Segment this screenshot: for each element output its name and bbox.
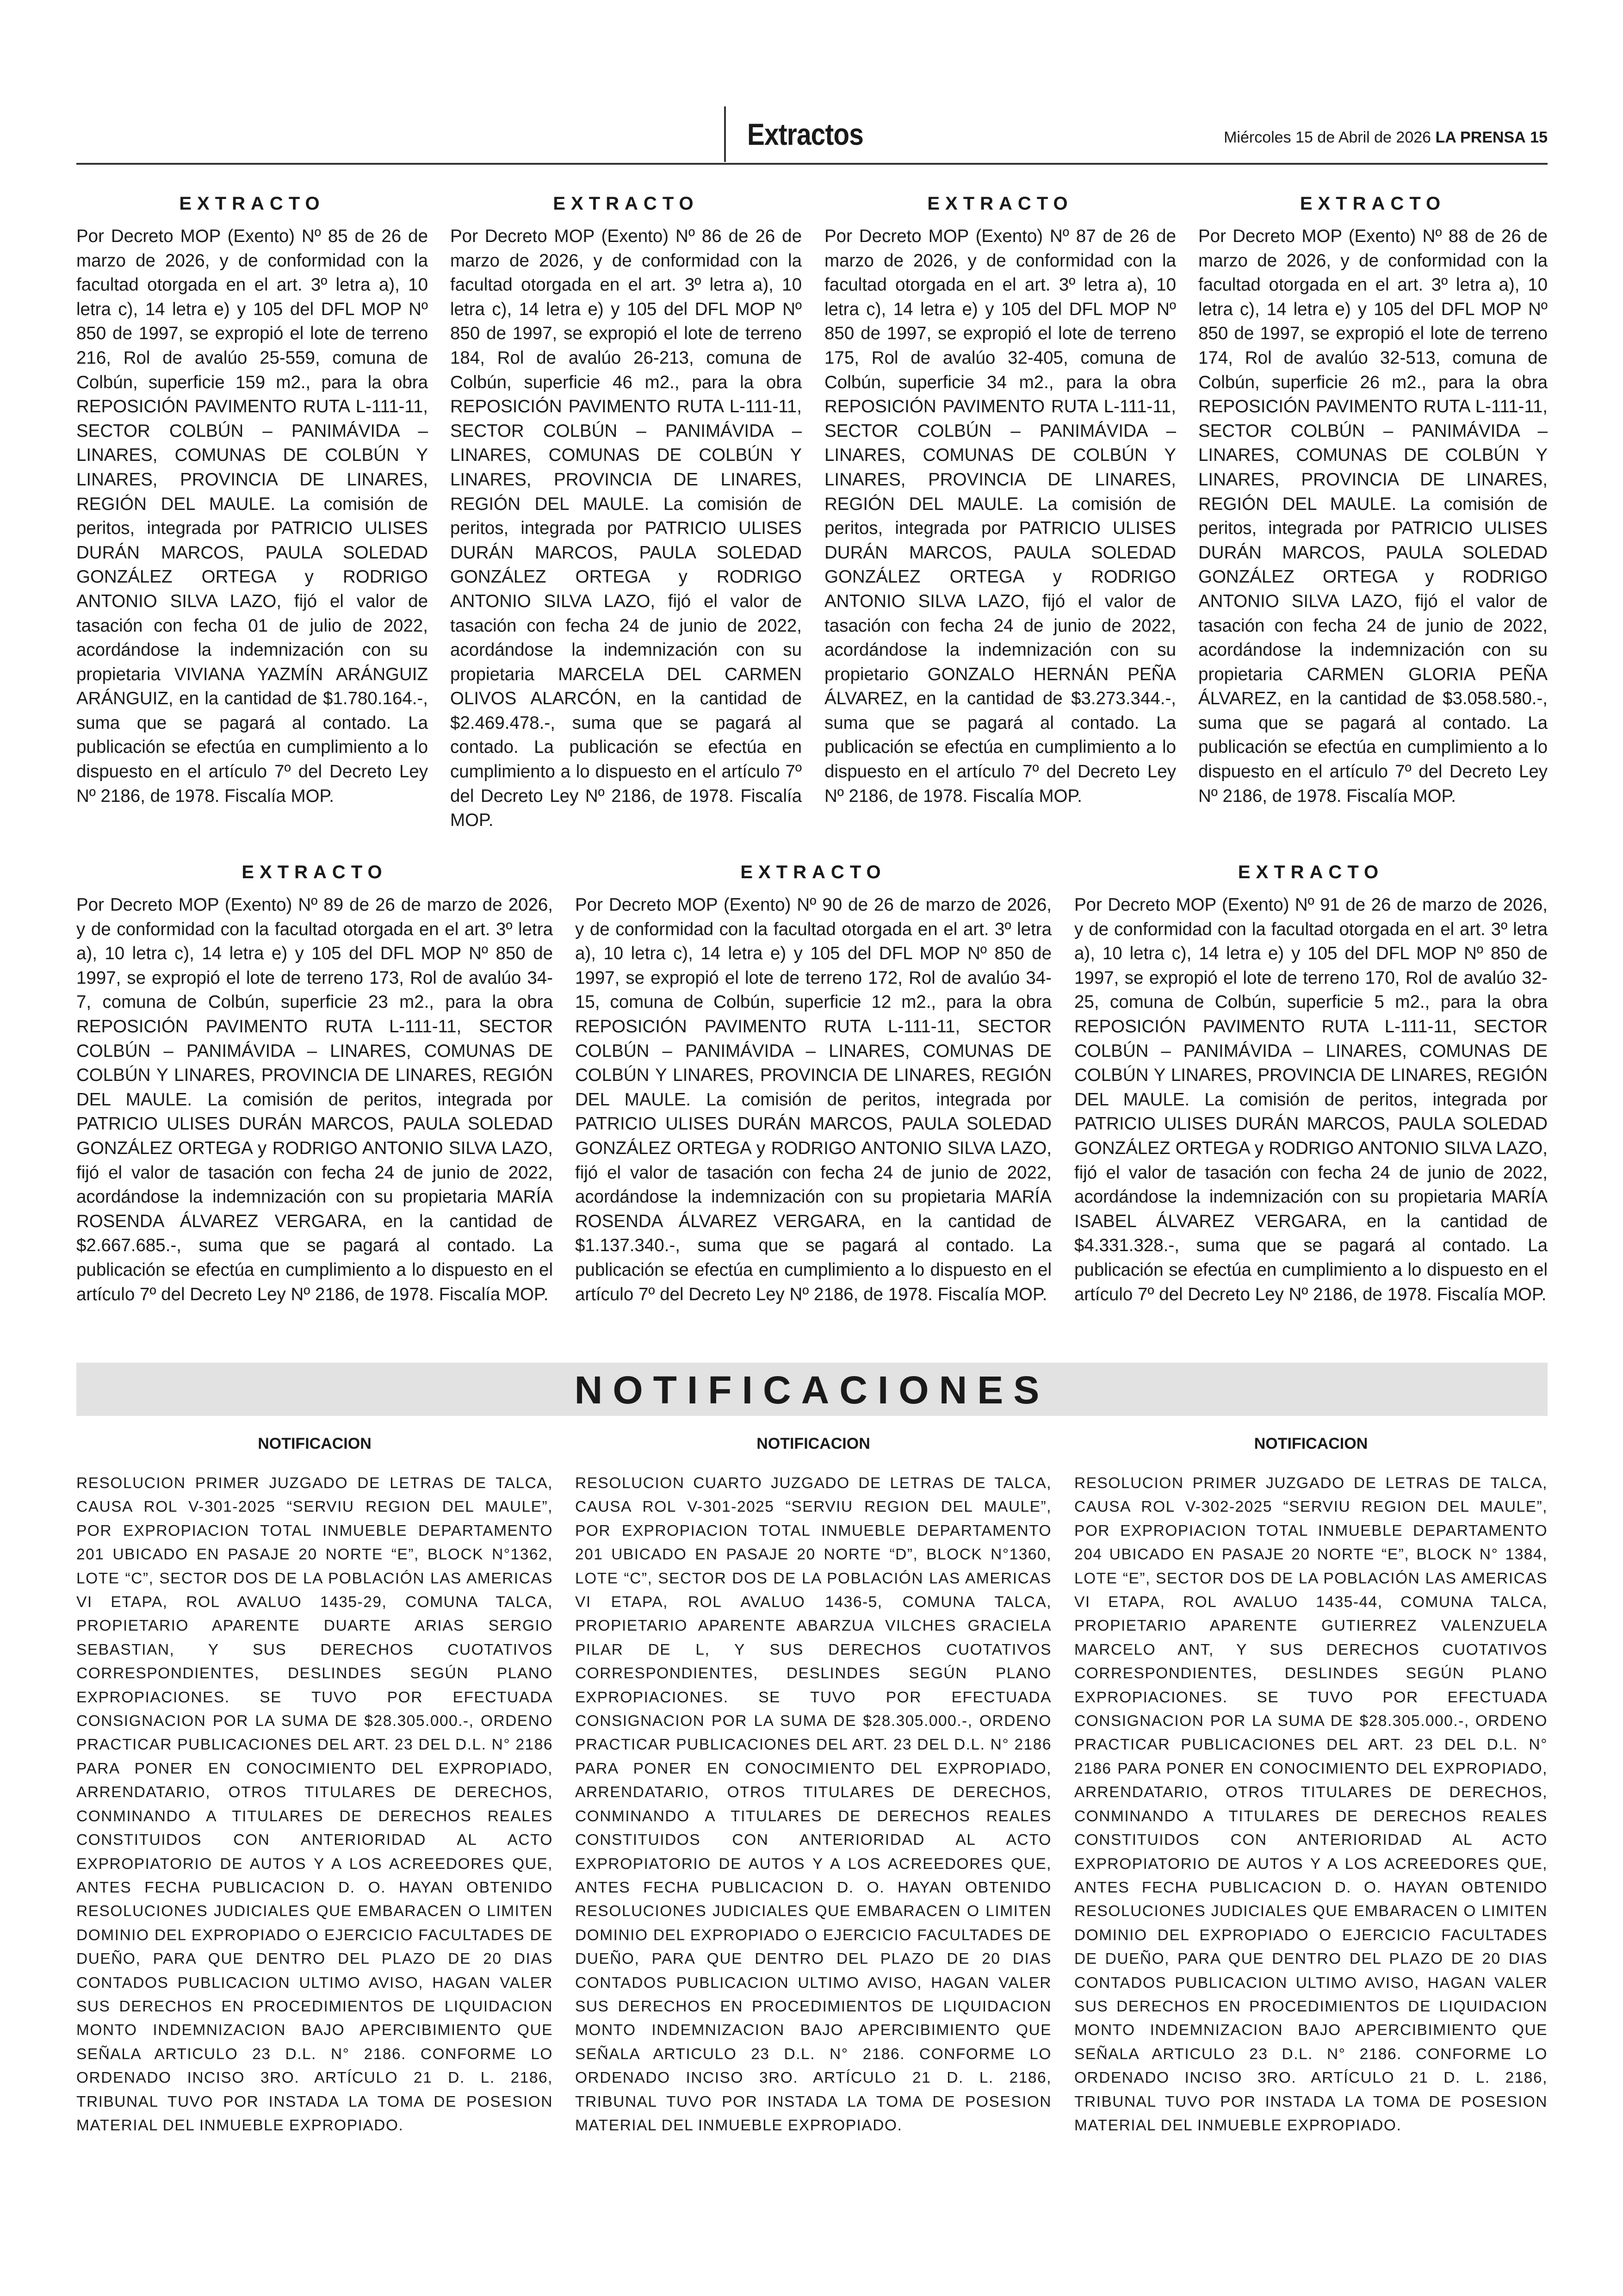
notificacion-2 <box>575 1434 1052 2137</box>
header-rule <box>76 163 1548 165</box>
extracto-body: Por Decreto MOP (Exento) Nº 88 de 26 de marzo de 2026, y de conformidad con la facultad otorgada en el art. 3º letra a), 10 letra c), 14 letra e) y 105 del DFL MOP Nº 850 de 1997, se expropió el lote de terreno 174, Rol de avalúo 32-513, comuna de Colbún, superficie 26 m2., para la obra REPOSICIÓN PAVIMENTO RUTA L-111-11, SECTOR COLBÚN – PANIMÁVIDA – LINARES, COMUNAS DE COLBÚN Y LINARES, PROVINCIA DE LINARES, REGIÓN DEL MAULE. La comisión de peritos, integrada por PATRICIO ULISES DURÁN MARCOS, PAULA SOLEDAD GONZÁLEZ ORTEGA y RODRIGO ANTONIO SILVA LAZO, fijó el valor de tasación con fecha 24 de junio de 2022, acordándose la indemnización con su propietaria CARMEN GLORIA PEÑA ÁLVAREZ, en la cantidad de $3.058.580.-, suma que se pagará al contado. La publicación se efectúa en cumplimiento a lo dispuesto en el artículo 7º del Decreto Ley Nº 2186, de 1978. Fiscalía MOP. <box>1198 226 1548 806</box>
extracto-heading: EXTRACTO <box>242 862 388 882</box>
notificacion-body: RESOLUCION CUARTO JUZGADO DE LETRAS DE TALCA, CAUSA ROL V-301-2025 “SERVIU REGION DEL MAULE”, POR EXPROPIACION TOTAL INMUEBLE DEPARTAMENTO 201 UBICADO EN PASAJE 20 NORTE “D”, BLOCK N°1360, LOTE “C”, SECTOR DOS DE LA POBLACIÓN LAS AMERICAS VI ETAPA, ROL AVALUO 1436-5, COMUNA TALCA, PROPIETARIO APARENTE ABARZUA VILCHES GRACIELA PILAR DE L, Y SUS DERECHOS CUOTATIVOS CORRESPONDIENTES, DESLINDES SEGÚN PLANO EXPROPIACIONES. SE TUVO POR EFECTUADA CONSIGNACION POR LA SUMA DE $28.305.000.-, ORDENO PRACTICAR PUBLICACIONES DEL ART. 23 DEL D.L. N° 2186 PARA PONER EN CONOCIMIENTO DEL EXPROPIADO, ARRENDATARIO, OTROS TITULARES DE DERECHOS, CONMINANDO A TITULARES DE DERECHOS REALES CONSTITUIDOS CON ANTERIORIDAD AL ACTO EXPROPIATORIO DE AUTOS Y A LOS ACREEDORES QUE, ANTES FECHA PUBLICACION D. O. HAYAN OBTENIDO RESOLUCIONES JUDICIALES QUE EMBARACEN O LIMITEN DOMINIO DEL EXPROPIADO O EJERCICIO FACULTADES DE DUEÑO, PARA QUE DENTRO DEL PLAZO DE 20 DIAS CONTADOS PUBLICACION ULTIMO AVISO, HAGAN VALER SUS DERECHOS EN PROCEDIMIENTOS DE LIQUIDACION MONTO INDEMNIZACION BAJO APERCIBIMIENTO QUE SEÑALA ARTICULO 23 D.L. N° 2186. CONFORME LO ORDENADO INCISO 3RO. ARTÍCULO 21 D. L. 2186, TRIBUNAL TUVO POR INSTADA LA TOMA DE POSESION MATERIAL DEL INMUEBLE EXPROPIADO. <box>575 1475 1052 2134</box>
extracto-heading: EXTRACTO <box>740 862 886 882</box>
extracto-88 <box>1198 192 1548 808</box>
dateline <box>1224 129 1548 147</box>
notificacion-body: RESOLUCION PRIMER JUZGADO DE LETRAS DE TALCA, CAUSA ROL V-301-2025 “SERVIU REGION DEL MAULE”, POR EXPROPIACION TOTAL INMUEBLE DEPARTAMENTO 201 UBICADO EN PASAJE 20 NORTE “E”, BLOCK N°1362, LOTE “C”, SECTOR DOS DE LA POBLACIÓN LAS AMERICAS VI ETAPA, ROL AVALUO 1435-29, COMUNA TALCA, PROPIETARIO APARENTE DUARTE ARIAS SERGIO SEBASTIAN, Y SUS DERECHOS CUOTATIVOS CORRESPONDIENTES, DESLINDES SEGÚN PLANO EXPROPIACIONES. SE TUVO POR EFECTUADA CONSIGNACION POR LA SUMA DE $28.305.000.-, ORDENO PRACTICAR PUBLICACIONES DEL ART. 23 DEL D.L. N° 2186 PARA PONER EN CONOCIMIENTO DEL EXPROPIADO, ARRENDATARIO, OTROS TITULARES DE DERECHOS, CONMINANDO A TITULARES DE DERECHOS REALES CONSTITUIDOS CON ANTERIORIDAD AL ACTO EXPROPIATORIO DE AUTOS Y A LOS ACREEDORES QUE, ANTES FECHA PUBLICACION D. O. HAYAN OBTENIDO RESOLUCIONES JUDICIALES QUE EMBARACEN O LIMITEN DOMINIO DEL EXPROPIADO O EJERCICIO FACULTADES DE DUEÑO, PARA QUE DENTRO DEL PLAZO DE 20 DIAS CONTADOS PUBLICACION ULTIMO AVISO, HAGAN VALER SUS DERECHOS EN PROCEDIMIENTOS DE LIQUIDACION MONTO INDEMNIZACION BAJO APERCIBIMIENTO QUE SEÑALA ARTICULO 23 D.L. N° 2186. CONFORME LO ORDENADO INCISO 3RO. ARTÍCULO 21 D. L. 2186, TRIBUNAL TUVO POR INSTADA LA TOMA DE POSESION MATERIAL DEL INMUEBLE EXPROPIADO. <box>76 1475 553 2134</box>
section-title: Extractos <box>747 117 863 151</box>
extracto-91 <box>1074 861 1548 1307</box>
extracto-87 <box>824 192 1176 808</box>
extracto-body: Por Decreto MOP (Exento) Nº 90 de 26 de marzo de 2026, y de conformidad con la facultad otorgada en el art. 3º letra a), 10 letra c), 14 letra e) y 105 del DFL MOP Nº 850 de 1997, se expropió el lote de terreno 172, Rol de avalúo 34-15, comuna de Colbún, superficie 12 m2., para la obra REPOSICIÓN PAVIMENTO RUTA L-111-11, SECTOR COLBÚN – PANIMÁVIDA – LINARES, COMUNAS DE COLBÚN Y LINARES, PROVINCIA DE LINARES, REGIÓN DEL MAULE. La comisión de peritos, integrada por PATRICIO ULISES DURÁN MARCOS, PAULA SOLEDAD GONZÁLEZ ORTEGA y RODRIGO ANTONIO SILVA LAZO, fijó el valor de tasación con fecha 24 de junio de 2022, acordándose la indemnización con su propietaria MARÍA ROSENDA ÁLVAREZ VERGARA, en la cantidad de $1.137.340.-, suma que se pagará al contado. La publicación se efectúa en cumplimiento a lo dispuesto en el artículo 7º del Decreto Ley Nº 2186, de 1978. Fiscalía MOP. <box>575 895 1052 1304</box>
extracto-body: Por Decreto MOP (Exento) Nº 91 de 26 de marzo de 2026, y de conformidad con la facultad otorgada en el art. 3º letra a), 10 letra c), 14 letra e) y 105 del DFL MOP Nº 850 de 1997, se expropió el lote de terreno 170, Rol de avalúo 32-25, comuna de Colbún, superficie 5 m2., para la obra REPOSICIÓN PAVIMENTO RUTA L-111-11, SECTOR COLBÚN – PANIMÁVIDA – LINARES, COMUNAS DE COLBÚN Y LINARES, PROVINCIA DE LINARES, REGIÓN DEL MAULE. La comisión de peritos, integrada por PATRICIO ULISES DURÁN MARCOS, PAULA SOLEDAD GONZÁLEZ ORTEGA y RODRIGO ANTONIO SILVA LAZO, fijó el valor de tasación con fecha 24 de junio de 2022, acordándose la indemnización con su propietaria MARÍA ISABEL ÁLVAREZ VERGARA, en la cantidad de $4.331.328.-, suma que se pagará al contado. La publicación se efectúa en cumplimiento a lo dispuesto en el artículo 7º del Decreto Ley Nº 2186, de 1978. Fiscalía MOP. <box>1074 895 1548 1304</box>
extracto-heading: EXTRACTO <box>1300 193 1446 214</box>
extracto-heading: EXTRACTO <box>553 193 699 214</box>
notificacion-heading: NOTIFICACION <box>756 1435 870 1452</box>
extracto-85 <box>76 192 428 808</box>
extracto-89 <box>76 861 553 1307</box>
notificaciones-title: NOTIFICACIONES <box>574 1368 1050 1412</box>
notificacion-body: RESOLUCION PRIMER JUZGADO DE LETRAS DE TALCA, CAUSA ROL V-302-2025 “SERVIU REGION DEL MAULE”, POR EXPROPIACION TOTAL INMUEBLE DEPARTAMENTO 204 UBICADO EN PASAJE 20 NORTE “E”, BLOCK N° 1384, LOTE “E”, SECTOR DOS DE LA POBLACIÓN LAS AMERICAS VI ETAPA, ROL AVALUO 1435-44, COMUNA TALCA, PROPIETARIO APARENTE GUTIERREZ VALENZUELA MARCELO ANT, Y SUS DERECHOS CUOTATIVOS CORRESPONDIENTES, DESLINDES SEGÚN PLANO EXPROPIACIONES. SE TUVO POR EFECTUADA CONSIGNACION POR LA SUMA DE $28.305.000.-, ORDENO PRACTICAR PUBLICACIONES DEL ART. 23 DEL D.L. N° 2186 PARA PONER EN CONOCIMIENTO DEL EXPROPIADO, ARRENDATARIO, OTROS TITULARES DE DERECHOS, CONMINANDO A TITULARES DE DERECHOS REALES CONSTITUIDOS CON ANTERIORIDAD AL ACTO EXPROPIATORIO DE AUTOS Y A LOS ACREEDORES QUE, ANTES FECHA PUBLICACION D. O. HAYAN OBTENIDO RESOLUCIONES JUDICIALES QUE EMBARACEN O LIMITEN DOMINIO DEL EXPROPIADO O EJERCICIO FACULTADES DE DUEÑO, PARA QUE DENTRO DEL PLAZO DE 20 DIAS CONTADOS PUBLICACION ULTIMO AVISO, HAGAN VALER SUS DERECHOS EN PROCEDIMIENTOS DE LIQUIDACION MONTO INDEMNIZACION BAJO APERCIBIMIENTO QUE SEÑALA ARTICULO 23 D.L. N° 2186. CONFORME LO ORDENADO INCISO 3RO. ARTÍCULO 21 D. L. 2186, TRIBUNAL TUVO POR INSTADA LA TOMA DE POSESION MATERIAL DEL INMUEBLE EXPROPIADO. <box>1074 1475 1548 2134</box>
notificacion-heading: NOTIFICACION <box>1254 1435 1368 1452</box>
extracto-body: Por Decreto MOP (Exento) Nº 85 de 26 de marzo de 2026, y de conformidad con la facultad otorgada en el art. 3º letra a), 10 letra c), 14 letra e) y 105 del DFL MOP Nº 850 de 1997, se expropió el lote de terreno 216, Rol de avalúo 25-559, comuna de Colbún, superficie 159 m2., para la obra REPOSICIÓN PAVIMENTO RUTA L-111-11, SECTOR COLBÚN – PANIMÁVIDA – LINARES, COMUNAS DE COLBÚN Y LINARES, PROVINCIA DE LINARES, REGIÓN DEL MAULE. La comisión de peritos, integrada por PATRICIO ULISES DURÁN MARCOS, PAULA SOLEDAD GONZÁLEZ ORTEGA y RODRIGO ANTONIO SILVA LAZO, fijó el valor de tasación con fecha 01 de julio de 2022, acordándose la indemnización con su propietaria VIVIANA YAZMÍN ARÁNGUIZ ARÁNGUIZ, en la cantidad de $1.780.164.-, suma que se pagará al contado. La publicación se efectúa en cumplimiento a lo dispuesto en el artículo 7º del Decreto Ley Nº 2186, de 1978. Fiscalía MOP. <box>76 226 428 806</box>
header-divider <box>724 106 726 162</box>
extracto-heading: EXTRACTO <box>179 193 325 214</box>
extracto-body: Por Decreto MOP (Exento) Nº 89 de 26 de marzo de 2026, y de conformidad con la facultad otorgada en el art. 3º letra a), 10 letra c), 14 letra e) y 105 del DFL MOP Nº 850 de 1997, se expropió el lote de terreno 173, Rol de avalúo 34-7, comuna de Colbún, superficie 23 m2., para la obra REPOSICIÓN PAVIMENTO RUTA L-111-11, SECTOR COLBÚN – PANIMÁVIDA – LINARES, COMUNAS DE COLBÚN Y LINARES, PROVINCIA DE LINARES, REGIÓN DEL MAULE. La comisión de peritos, integrada por PATRICIO ULISES DURÁN MARCOS, PAULA SOLEDAD GONZÁLEZ ORTEGA y RODRIGO ANTONIO SILVA LAZO, fijó el valor de tasación con fecha 24 de junio de 2022, acordándose la indemnización con su propietaria MARÍA ROSENDA ÁLVAREZ VERGARA, en la cantidad de $2.667.685.-, suma que se pagará al contado. La publicación se efectúa en cumplimiento a lo dispuesto en el artículo 7º del Decreto Ley Nº 2186, de 1978. Fiscalía MOP. <box>76 895 553 1304</box>
extracto-heading: EXTRACTO <box>927 193 1073 214</box>
extracto-86 <box>450 192 802 833</box>
newspaper-name: LA PRENSA <box>1435 129 1526 146</box>
notificacion-1 <box>76 1434 553 2137</box>
notificacion-heading: NOTIFICACION <box>258 1435 372 1452</box>
publication-date: Miércoles 15 de Abril de 2026 <box>1224 129 1431 146</box>
extracto-heading: EXTRACTO <box>1238 862 1384 882</box>
notificaciones-banner <box>76 1363 1548 1416</box>
extracto-body: Por Decreto MOP (Exento) Nº 86 de 26 de marzo de 2026, y de conformidad con la facultad otorgada en el art. 3º letra a), 10 letra c), 14 letra e) y 105 del DFL MOP Nº 850 de 1997, se expropió el lote de terreno 184, Rol de avalúo 26-213, comuna de Colbún, superficie 46 m2., para la obra REPOSICIÓN PAVIMENTO RUTA L-111-11, SECTOR COLBÚN – PANIMÁVIDA – LINARES, COMUNAS DE COLBÚN Y LINARES, PROVINCIA DE LINARES, REGIÓN DEL MAULE. La comisión de peritos, integrada por PATRICIO ULISES DURÁN MARCOS, PAULA SOLEDAD GONZÁLEZ ORTEGA y RODRIGO ANTONIO SILVA LAZO, fijó el valor de tasación con fecha 24 de junio de 2022, acordándose la indemnización con su propietaria MARCELA DEL CARMEN OLIVOS ALARCÓN, en la cantidad de $2.469.478.-, suma que se pagará al contado. La publicación se efectúa en cumplimiento a lo dispuesto en el artículo 7º del Decreto Ley Nº 2186, de 1978. Fiscalía MOP. <box>450 226 802 831</box>
page-number: 15 <box>1530 129 1548 146</box>
extracto-90 <box>575 861 1052 1307</box>
notificacion-3 <box>1074 1434 1548 2137</box>
page-header <box>76 106 1548 162</box>
extracto-body: Por Decreto MOP (Exento) Nº 87 de 26 de marzo de 2026, y de conformidad con la facultad otorgada en el art. 3º letra a), 10 letra c), 14 letra e) y 105 del DFL MOP Nº 850 de 1997, se expropió el lote de terreno 175, Rol de avalúo 32-405, comuna de Colbún, superficie 34 m2., para la obra REPOSICIÓN PAVIMENTO RUTA L-111-11, SECTOR COLBÚN – PANIMÁVIDA – LINARES, COMUNAS DE COLBÚN Y LINARES, PROVINCIA DE LINARES, REGIÓN DEL MAULE. La comisión de peritos, integrada por PATRICIO ULISES DURÁN MARCOS, PAULA SOLEDAD GONZÁLEZ ORTEGA y RODRIGO ANTONIO SILVA LAZO, fijó el valor de tasación con fecha 24 de junio de 2022, acordándose la indemnización con su propietario GONZALO HERNÁN PEÑA ÁLVAREZ, en la cantidad de $3.273.344.-, suma que se pagará al contado. La publicación se efectúa en cumplimiento a lo dispuesto en el artículo 7º del Decreto Ley Nº 2186, de 1978. Fiscalía MOP. <box>824 226 1176 806</box>
